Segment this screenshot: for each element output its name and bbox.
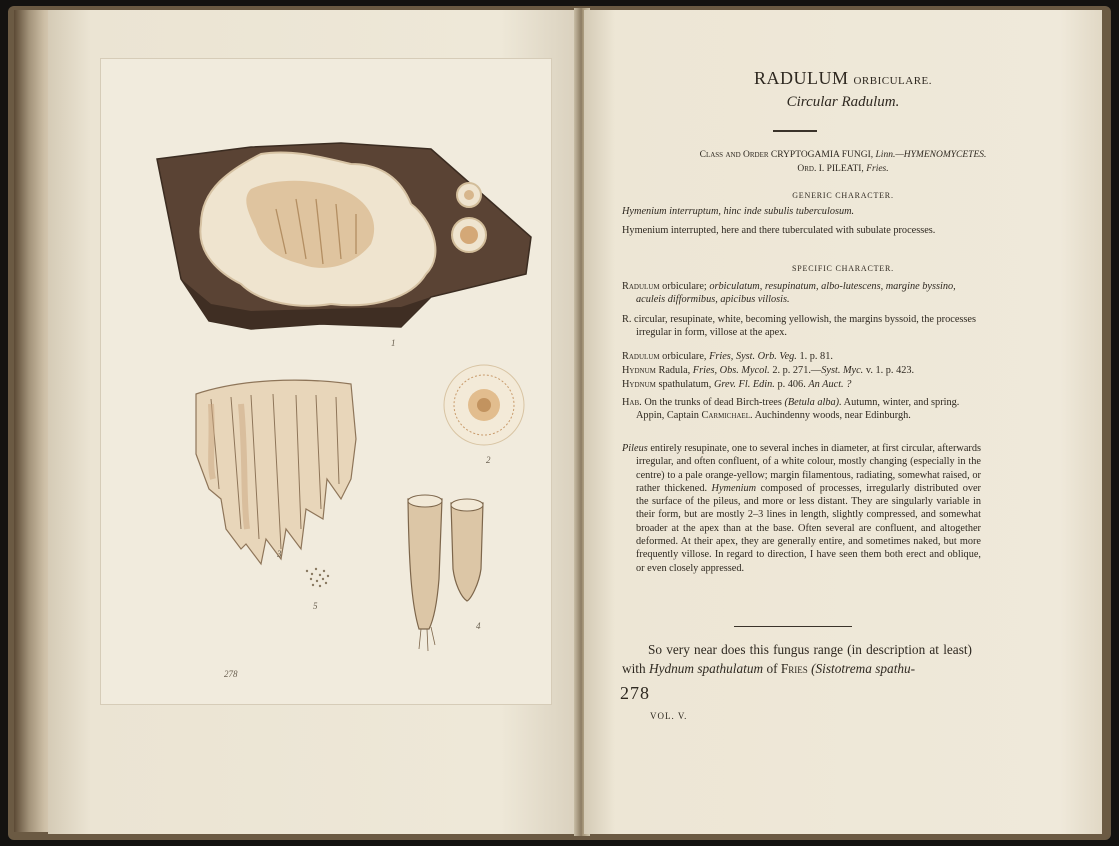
plate-number: 278 <box>224 669 238 679</box>
order-line: Ord. I. PILEATI, Fries. <box>797 164 889 174</box>
generic-latin: Hymenium interruptum, hinc inde subulis tuberculosum. <box>622 206 855 217</box>
figure-label-1: 1 <box>391 338 396 348</box>
title-rule <box>773 130 817 132</box>
synonym-3: Hydnum spathulatum, Grev. Fl. Edin. p. 406. An Auct. ? <box>622 379 852 390</box>
specific-heading: SPECIFIC CHARACTER. <box>792 264 894 273</box>
generic-heading: GENERIC CHARACTER. <box>792 191 894 200</box>
figure-1-bark-with-fungus <box>157 143 531 329</box>
page-title: RADULUM ORBICULARE. <box>753 68 933 88</box>
figure-label-4: 4 <box>476 621 481 631</box>
synonym-2: Hydnum Radula, Fries, Obs. Mycol. 2. p. 271.—Syst. Myc. v. 1. p. 423. <box>622 365 915 376</box>
botanical-plate <box>100 58 552 705</box>
generic-english: Hymenium interrupted, here and there tuberculated with subulate processes. <box>622 225 936 236</box>
figure-5-spores <box>306 568 329 587</box>
class-line: Class and Order CRYPTOGAMIA FUNGI, Linn.—HYMENOMYCETES. <box>699 150 987 160</box>
figure-4-two-processes <box>408 495 483 651</box>
section-rule <box>734 626 852 627</box>
specific-latin: Radulum orbiculare; orbiculatum, resupinatum, albo-lutescens, margine byssino, aculeis difformibus, apicibus villosis. <box>622 281 956 306</box>
habitat: Hab. On the trunks of dead Birch-trees (Betula alba). Autumn, winter, and spring. Appin, Captain Carmichael. Auchindenny woods, near Edinburgh. <box>622 397 960 422</box>
specific-english: R. circular, resupinate, white, becoming yellowish, the margins byssoid, the processes irregular in form, villose at the apex. <box>622 314 976 339</box>
figure-label-2: 2 <box>486 455 491 465</box>
closing-paragraph: So very near does this fungus range (in description at least) with Hydnum spathulatum of Fries (Sistotrema spathu- <box>622 642 972 676</box>
synonym-1: Radulum orbiculare, Fries, Syst. Orb. Veg. 1. p. 81. <box>622 351 833 362</box>
figure-2-rosette <box>444 365 524 445</box>
description: Pileus entirely resupinate, one to several inches in diameter, at first circular, afterwards irregular, and often confluent, of a white colour, mostly changing (especially in the centre) to a pale orange-yellow; margin filamentous, radiating, somewhat raised, or rather thickened. Hymenium composed of processes, irregularly distributed over the surface of the pileus, and more or less distant. They are singularly variable in their form, but are mostly 2–3 lines in length, slightly compressed, and somewhat broader at the apex than at the base. Often several are confluent, and altogether deformed. At their apex, they are generally entire, and sometimes naked, but more frequently villose. In regard to direction, I have seen them both erect and oblique, or even closely appressed. <box>622 443 981 574</box>
figure-label-5: 5 <box>313 601 318 611</box>
page-number: 278 <box>620 683 650 703</box>
figure-3-processes <box>196 380 356 564</box>
page-stack-edge <box>14 10 52 832</box>
page-subtitle: Circular Radulum. <box>786 94 900 110</box>
figure-label-3: 3 <box>277 549 282 559</box>
plate-illustration <box>101 59 551 704</box>
volume-label: VOL. V. <box>650 711 688 721</box>
right-page <box>584 10 1102 834</box>
